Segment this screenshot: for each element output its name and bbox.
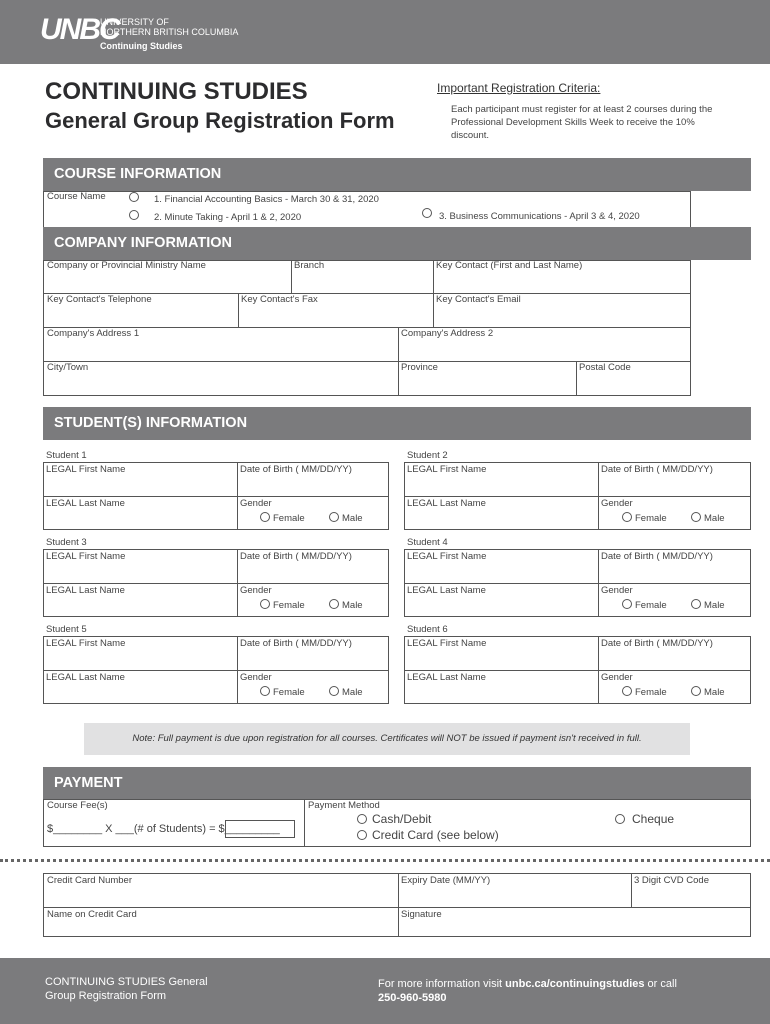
student-2-dob[interactable]: Date of Birth ( MM/DD/YY) — [601, 464, 713, 475]
payment-section-heading: PAYMENT — [43, 767, 751, 800]
course-1-radio[interactable] — [129, 192, 139, 202]
key-contact-field[interactable]: Key Contact (First and Last Name) — [436, 260, 583, 271]
cash-debit-label: Cash/Debit — [372, 812, 432, 826]
criteria-text: Each participant must register for at least 2 courses during the Professional Development Skills Week to receive the 10% discount. — [451, 104, 713, 141]
course-2-label: 2. Minute Taking - April 1 & 2, 2020 — [154, 212, 302, 223]
address1-field[interactable]: Company's Address 1 — [47, 328, 140, 339]
company-col-divider — [398, 327, 399, 396]
student-4-female-radio[interactable] — [622, 599, 632, 609]
cheque-label: Cheque — [632, 812, 675, 826]
company-section-heading: COMPANY INFORMATION — [43, 227, 751, 260]
student-row-divider — [404, 496, 751, 497]
name-on-card-field[interactable]: Name on Credit Card — [47, 909, 137, 920]
payment-col-divider — [304, 799, 305, 847]
student-6-male-radio[interactable] — [691, 686, 701, 696]
footer — [0, 958, 770, 1024]
fee-formula: $________ X ___(# of Students) = $_________ — [47, 823, 280, 835]
student-3-male-radio[interactable] — [329, 599, 339, 609]
footer-url-link[interactable]: unbc.ca/continuingstudies — [505, 978, 645, 990]
student-6-last-name[interactable]: LEGAL Last Name — [407, 672, 486, 683]
cash-debit-radio[interactable] — [357, 814, 367, 824]
cc-number-field[interactable]: Credit Card Number — [47, 875, 132, 886]
student-col-divider — [598, 462, 599, 530]
cc-row-divider — [43, 907, 751, 908]
student-3-female-label: Female — [273, 600, 305, 611]
student-row-divider — [43, 670, 389, 671]
postal-code-field[interactable]: Postal Code — [579, 362, 631, 373]
company-row-divider-2 — [43, 327, 691, 328]
student-1-last-name[interactable]: LEGAL Last Name — [46, 498, 125, 509]
address2-field[interactable]: Company's Address 2 — [401, 328, 494, 339]
student-5-gender-label: Gender — [240, 672, 272, 683]
student-6-dob[interactable]: Date of Birth ( MM/DD/YY) — [601, 638, 713, 649]
student-4-male-label: Male — [704, 600, 725, 611]
student-2-last-name[interactable]: LEGAL Last Name — [407, 498, 486, 509]
student-4-last-name[interactable]: LEGAL Last Name — [407, 585, 486, 596]
cc-col-divider — [398, 873, 399, 937]
expiry-field[interactable]: Expiry Date (MM/YY) — [401, 875, 491, 886]
fee-total-field[interactable] — [225, 820, 295, 838]
student-2-gender-label: Gender — [601, 498, 633, 509]
students-section-heading: STUDENT(S) INFORMATION — [43, 407, 751, 440]
credit-card-label: Credit Card (see below) — [372, 828, 499, 842]
student-3-female-radio[interactable] — [260, 599, 270, 609]
student-1-male-label: Male — [342, 513, 363, 524]
course-name-label: Course Name — [47, 191, 106, 202]
footer-prefix: For more information visit — [378, 978, 506, 990]
student-col-divider — [598, 549, 599, 617]
footer-mid: or call — [644, 978, 677, 990]
footer-phone: 250-960-5980 — [378, 992, 447, 1004]
cheque-radio[interactable] — [615, 814, 625, 824]
company-col-divider — [291, 260, 292, 293]
student-1-first-name[interactable]: LEGAL First Name — [46, 464, 126, 475]
company-col-divider — [433, 260, 434, 327]
student-4-dob[interactable]: Date of Birth ( MM/DD/YY) — [601, 551, 713, 562]
course-3-label: 3. Business Communications - April 3 & 4, 2020 — [439, 211, 640, 222]
student-2-female-radio[interactable] — [622, 512, 632, 522]
cc-col-divider — [631, 873, 632, 907]
cvd-field[interactable]: 3 Digit CVD Code — [634, 875, 709, 886]
student-4-gender-label: Gender — [601, 585, 633, 596]
student-1-female-radio[interactable] — [260, 512, 270, 522]
student-4-female-label: Female — [635, 600, 667, 611]
student-1-gender-label: Gender — [240, 498, 272, 509]
course-fees-label: Course Fee(s) — [47, 800, 108, 811]
cut-line — [0, 859, 770, 862]
student-4-male-radio[interactable] — [691, 599, 701, 609]
footer-contact — [378, 977, 718, 1005]
student-3-male-label: Male — [342, 600, 363, 611]
student-1-female-label: Female — [273, 513, 305, 524]
branch-field[interactable]: Branch — [294, 260, 325, 271]
student-3-gender-label: Gender — [240, 585, 272, 596]
course-1-label: 1. Financial Accounting Basics - March 30 & 31, 2020 — [154, 194, 379, 205]
header-band — [0, 0, 770, 64]
student-col-divider — [237, 636, 238, 704]
telephone-field[interactable]: Key Contact's Telephone — [47, 294, 152, 305]
unbc-logo — [40, 14, 260, 54]
payment-note: Note: Full payment is due upon registration for all courses. Certificates will NOT be issued if payment isn't received in full. — [84, 723, 690, 755]
student-row-divider — [404, 670, 751, 671]
company-col-divider — [238, 293, 239, 327]
student-5-male-label: Male — [342, 687, 363, 698]
student-1-dob[interactable]: Date of Birth ( MM/DD/YY) — [240, 464, 352, 475]
student-4-first-name[interactable]: LEGAL First Name — [407, 551, 487, 562]
student-col-divider — [237, 549, 238, 617]
student-3-dob[interactable]: Date of Birth ( MM/DD/YY) — [240, 551, 352, 562]
student-6-male-label: Male — [704, 687, 725, 698]
footer-form-name: CONTINUING STUDIES General Group Registration Form — [45, 976, 208, 1002]
course-2-radio[interactable] — [129, 210, 139, 220]
student-3-last-name[interactable]: LEGAL Last Name — [46, 585, 125, 596]
student-2-male-radio[interactable] — [691, 512, 701, 522]
student-2-female-label: Female — [635, 513, 667, 524]
student-1-male-radio[interactable] — [329, 512, 339, 522]
signature-field[interactable]: Signature — [401, 909, 442, 920]
course-section-heading: COURSE INFORMATION — [43, 158, 751, 191]
logo-line-2: NORTHERN BRITISH COLUMBIA — [100, 27, 239, 37]
company-box — [43, 260, 691, 396]
student-2-first-name[interactable]: LEGAL First Name — [407, 464, 487, 475]
student-5-male-radio[interactable] — [329, 686, 339, 696]
student-row-divider — [404, 583, 751, 584]
province-field[interactable]: Province — [401, 362, 438, 373]
student-6-female-radio[interactable] — [622, 686, 632, 696]
payment-method-label: Payment Method — [308, 800, 380, 811]
student-5-female-label: Female — [273, 687, 305, 698]
logo-line-3: Continuing Studies — [100, 41, 183, 51]
student-3-label: Student 3 — [46, 537, 87, 548]
page-title: CONTINUING STUDIES — [45, 78, 308, 105]
student-5-dob[interactable]: Date of Birth ( MM/DD/YY) — [240, 638, 352, 649]
email-field[interactable]: Key Contact's Email — [436, 294, 521, 305]
student-row-divider — [43, 496, 389, 497]
student-5-female-radio[interactable] — [260, 686, 270, 696]
student-6-female-label: Female — [635, 687, 667, 698]
student-6-label: Student 6 — [407, 624, 448, 635]
student-col-divider — [237, 462, 238, 530]
logo-line-1: UNIVERSITY OF — [100, 17, 169, 27]
student-5-label: Student 5 — [46, 624, 87, 635]
company-col-divider — [576, 361, 577, 396]
student-6-gender-label: Gender — [601, 672, 633, 683]
credit-card-radio[interactable] — [357, 830, 367, 840]
company-name-field[interactable]: Company or Provincial Ministry Name — [47, 260, 206, 271]
student-6-first-name[interactable]: LEGAL First Name — [407, 638, 487, 649]
criteria-heading: Important Registration Criteria: — [437, 81, 601, 95]
page-subtitle: General Group Registration Form — [45, 108, 395, 133]
student-3-first-name[interactable]: LEGAL First Name — [46, 551, 126, 562]
student-1-label: Student 1 — [46, 450, 87, 461]
student-2-label: Student 2 — [407, 450, 448, 461]
student-5-first-name[interactable]: LEGAL First Name — [46, 638, 126, 649]
student-row-divider — [43, 583, 389, 584]
logo-mark: UNBC — [40, 13, 119, 46]
student-2-male-label: Male — [704, 513, 725, 524]
course-3-radio[interactable] — [422, 208, 432, 218]
student-4-label: Student 4 — [407, 537, 448, 548]
fax-field[interactable]: Key Contact's Fax — [241, 294, 318, 305]
student-5-last-name[interactable]: LEGAL Last Name — [46, 672, 125, 683]
student-col-divider — [598, 636, 599, 704]
city-field[interactable]: City/Town — [47, 362, 89, 373]
